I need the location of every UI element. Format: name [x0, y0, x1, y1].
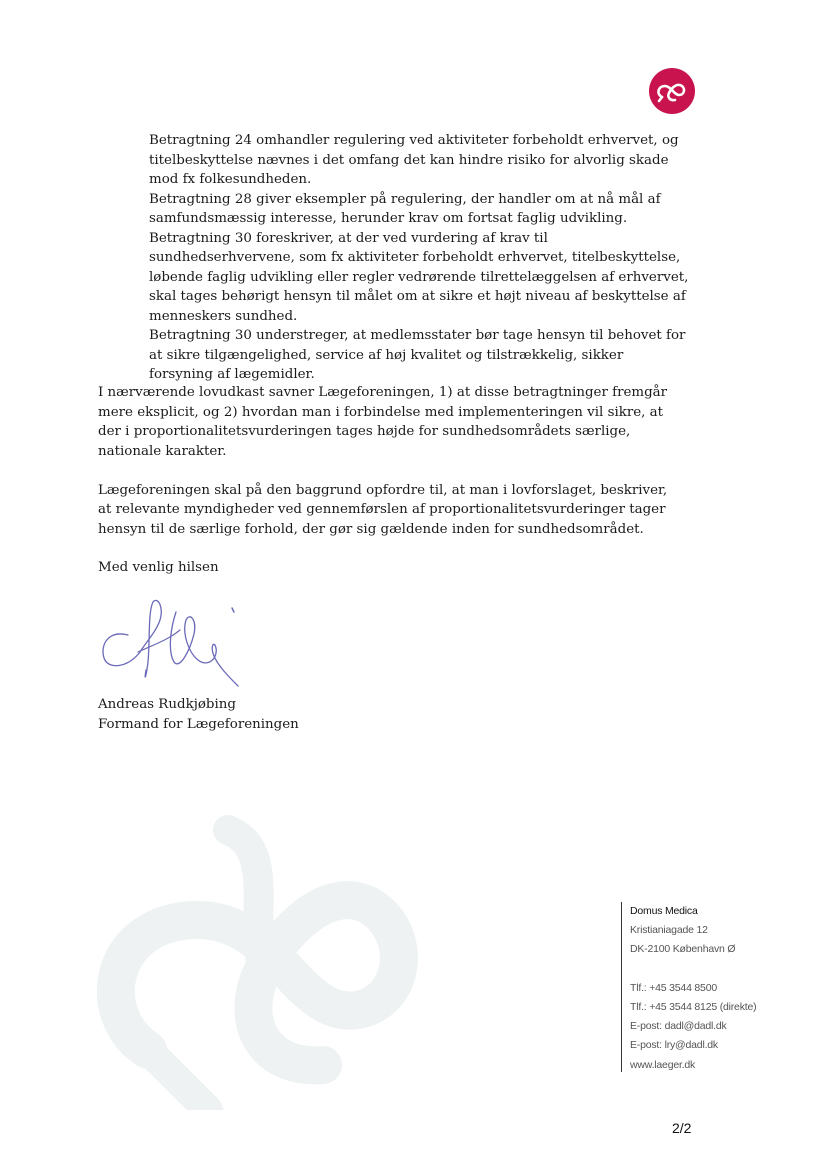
- body-paragraph: I nærværende lovudkast savner Lægeforeningen, 1) at disse betragtninger fremgår mere eksplicit, og 2) hvordan man i forbindelse med implementeringen vil sikre, at der i proportionalitetsvurderingen tages højde for sundhedsområdets særlige, nationale karakter.: [98, 385, 668, 459]
- city-address: DK-2100 København Ø: [630, 943, 736, 956]
- consideration-paragraph: Betragtning 30 understreger, at medlemsstater bør tage hensyn til behovet for at sikre tilgængelighed, service af høj kvalitet og tilstrækkelig, sikker forsyning af lægemidler.: [149, 328, 686, 382]
- organization-name: Domus Medica: [630, 905, 698, 917]
- serpent-watermark-icon: [88, 810, 418, 1114]
- email-direct: E-post: lry@dadl.dk: [630, 1039, 718, 1052]
- phone-direct: Tlf.: +45 3544 8125 (direkte): [630, 1001, 757, 1013]
- consideration-paragraph: Betragtning 28 giver eksempler på regulering, der handler om at nå mål af samfundsmæssig interesse, herunder krav om fortsat faglig udvikling.: [149, 191, 661, 226]
- serpent-icon: [649, 68, 695, 114]
- phone-number: Tlf.: +45 3544 8500: [630, 981, 717, 994]
- consideration-paragraph: Betragtning 30 foreskriver, at der ved vurdering af krav til sundhedserhvervene, som fx aktiviteter forbeholdt erhvervet, titelbeskyttelse, løbende faglig udvikling eller regler vedrørende tilrettelæggelsen af erhvervet, skal tages behørigt hensyn til målet om at sikre et højt niveau af beskyttelse af menneskers sundhed.: [149, 230, 689, 324]
- street-address: Kristianiagade 12: [630, 924, 708, 937]
- page-number: 2/2: [672, 1120, 692, 1136]
- signer-block: [98, 695, 299, 734]
- body-paragraph: Lægeforeningen skal på den baggrund opfordre til, at man i lovforslaget, beskriver, at relevante myndigheder ved gennemførslen af proportionalitetsvurderinger tager hensyn til de særlige forhold, der gør sig gældende inden for sundhedsområdet.: [98, 482, 668, 537]
- closing-salutation: Med venlig hilsen: [98, 560, 219, 575]
- spacer: [622, 960, 772, 979]
- website-link: www.laeger.dk: [630, 1058, 696, 1071]
- signer-name: Andreas Rudkjøbing: [98, 697, 236, 712]
- consideration-paragraph: Betragtning 24 omhandler regulering ved aktiviteter forbeholdt erhvervet, og titelbeskyttelse nævnes i det omfang det kan hindre risiko for alvorlig skade mod fx folkesundheden.: [149, 133, 679, 187]
- email-general: E-post: dadl@dadl.dk: [630, 1020, 727, 1033]
- signer-title: Formand for Lægeforeningen: [98, 716, 299, 732]
- contact-block: [621, 902, 772, 1072]
- handwritten-signature: [98, 590, 248, 694]
- considerations-list: [149, 131, 689, 385]
- letter-body: [98, 383, 678, 539]
